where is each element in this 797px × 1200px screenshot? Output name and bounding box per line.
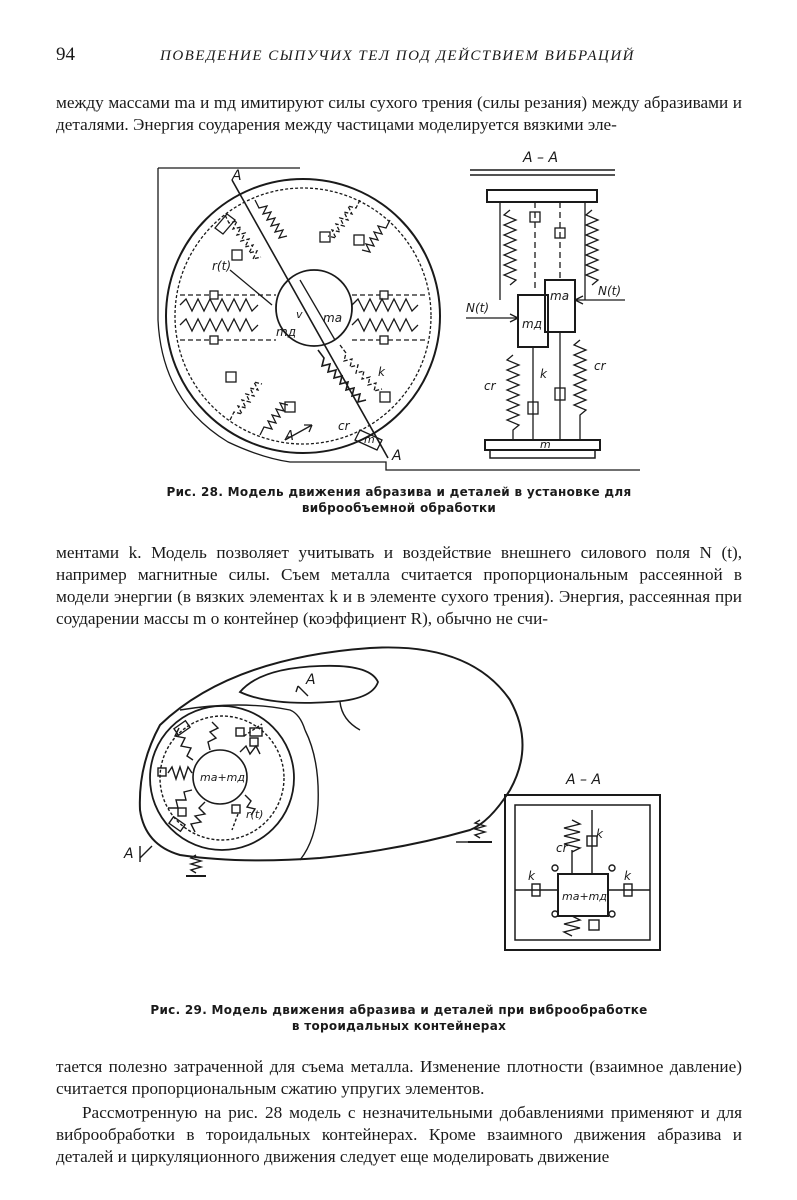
fig28-caption-line2: виброобъемной обработки (301, 501, 497, 515)
fig29-k-top: k (596, 827, 603, 841)
fig28-force-left: N(t) (466, 301, 490, 315)
mass-a-block (545, 280, 575, 332)
drum-circle (166, 179, 440, 453)
fig28-right-ma: ma (550, 289, 570, 303)
fig28-label-md: mд (276, 325, 296, 339)
fig28-right-k: k (540, 367, 547, 381)
fig28-caption-line1: Рис. 28. Модель движения абразива и деталей в установке для (166, 485, 632, 499)
fig28-label-cr: cr (338, 419, 350, 433)
fig28-label-a-arrow: A (285, 429, 294, 444)
housing-outline (158, 168, 640, 470)
fig28-label-a-bottom: A (392, 448, 402, 464)
fig29-center-mass: ma+mд (200, 771, 245, 784)
section-line (232, 180, 388, 458)
figure-28 (0, 140, 797, 500)
fig29-label-a-top: A (306, 672, 316, 688)
paragraph-3: тается полезно затраченной для съема металла. Изменение плотности (взаимное давление) считается пропорциональным сжатию упругих элементов. (56, 1057, 742, 1098)
fig29-section-title: A – A (566, 772, 602, 788)
torus-outline (140, 647, 523, 860)
fig28-right-cr-left: cr (484, 379, 496, 393)
fig28-right-cr-right: cr (594, 359, 606, 373)
fig29-box-mass: ma+mд (562, 890, 607, 903)
fig29-caption-line1: Рис. 29. Модель движения абразива и деталей при виброобработке (150, 1003, 648, 1017)
fig28-right-md: mд (522, 317, 542, 331)
page-number: 94 (56, 44, 75, 65)
paragraph-4: Рассмотренную на рис. 28 модель с незначительными добавлениями применяют и для виброобработки в тороидальных контейнерах. Кроме взаимного движения абразива и деталей и циркуляционного движения следует еще моделировать движение (56, 1103, 742, 1166)
fig28-force-right: N(t) (598, 284, 622, 298)
fig29-label-a-left: A (124, 846, 134, 862)
fig28-section-title: A – A (523, 150, 559, 166)
fig28-label-m: m (364, 433, 375, 446)
drum-inner-circle (175, 188, 431, 444)
fig29-k-right: k (624, 869, 631, 883)
fig28-label-radius: r(t) (212, 259, 232, 273)
figure-29 (0, 640, 797, 980)
fig28-label-a-top: A (232, 168, 242, 184)
top-plate (487, 190, 597, 202)
fig29-radius: r(t) (246, 808, 264, 821)
fig28-label-ma: ma (323, 311, 343, 325)
fig28-label-k: k (378, 365, 385, 379)
fig29-cr: cr (556, 841, 568, 855)
paragraph-2: ментами k. Модель позволяет учитывать и воздействие внешнего силового поля N (t), например магнитные силы. Съем металла считается пропорциональным рассеянной в модели энергии (в вязких элементах k и в элементе сухого трения). Энергия, рассеянная при соударении массы m о контейнер (коэффициент R), обычно не счи- (56, 543, 742, 628)
fig29-k-left: k (528, 869, 535, 883)
fig29-caption-line2: в тороидальных контейнерах (291, 1019, 507, 1033)
fig28-right-m: m (540, 438, 551, 451)
paragraph-1: между массами mа и mд имитируют силы сухого трения (силы резания) между абразивами и деталями. Энергия соударения между частицами моделируется вязкими эле- (56, 93, 742, 134)
fig28-label-v: v (296, 308, 303, 321)
running-title: ПОВЕДЕНИЕ СЫПУЧИХ ТЕЛ ПОД ДЕЙСТВИЕМ ВИБРАЦИЙ (160, 48, 635, 64)
